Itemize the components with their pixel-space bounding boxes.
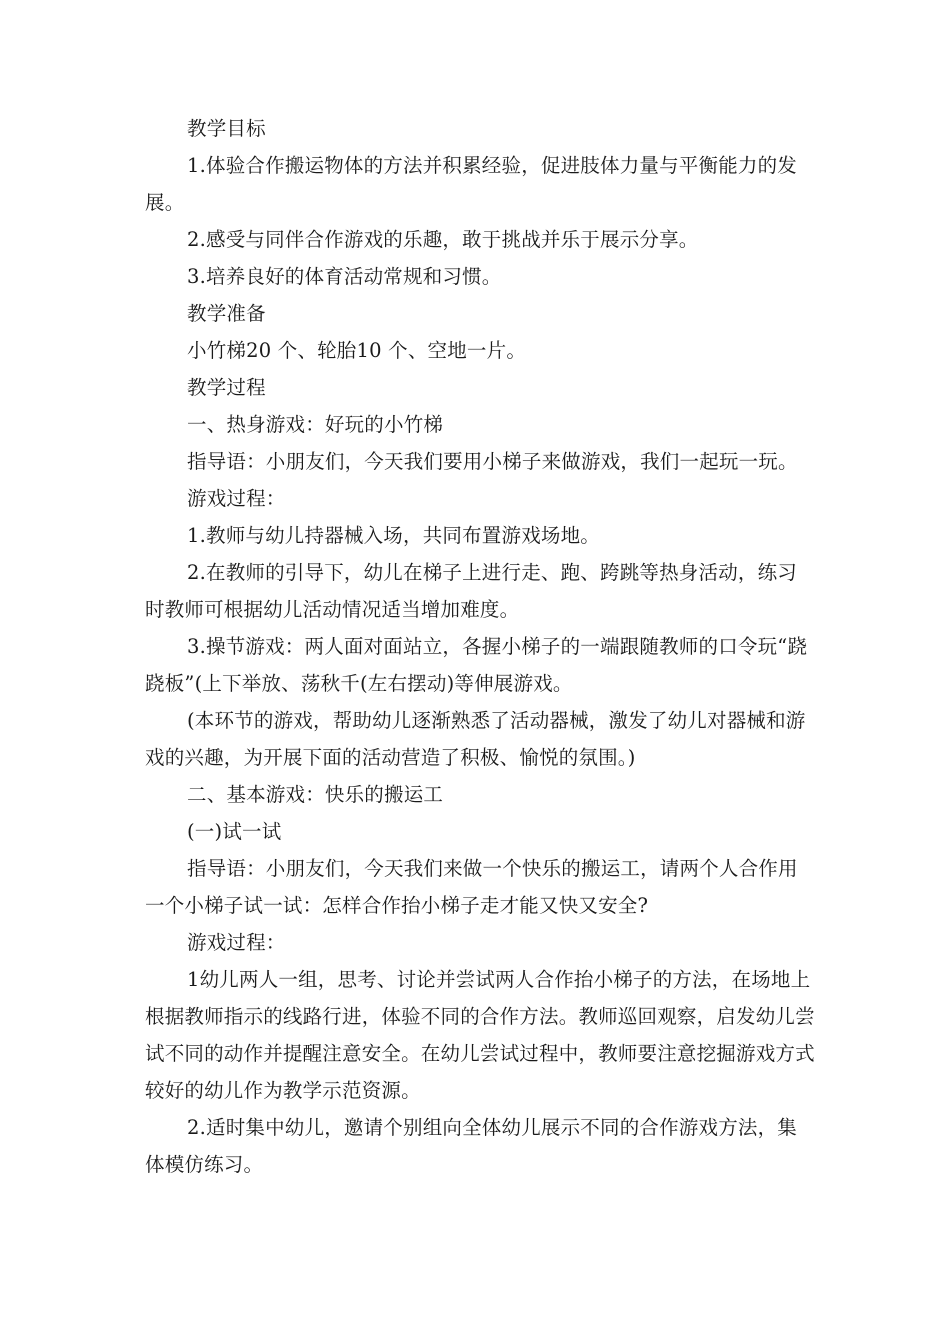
basic-process-label: 游戏过程： (187, 931, 286, 954)
warmup-guide-text: 指导语：小朋友们，今天我们要用小梯子来做游戏，我们一起玩一玩。 (187, 450, 798, 473)
heading-teaching-process: 教学过程 (187, 376, 266, 399)
goal-item-3: 3.培养良好的体育活动常规和习惯。 (187, 265, 502, 288)
warmup-step-3: 3.操节游戏：两人面对面站立，各握小梯子的一端跟随教师的口令玩“跷跷板”(上下举放、荡秋千(左右摆动)等伸展游戏。 (145, 635, 808, 695)
section-warmup-title: 一、热身游戏：好玩的小竹梯 (187, 413, 444, 436)
heading-teaching-goals: 教学目标 (187, 117, 266, 140)
section-basic-game-title: 二、基本游戏：快乐的搬运工 (187, 783, 444, 806)
warmup-step-2: 2.在教师的引导下，幼儿在梯子上进行走、跑、跨跳等热身活动，练习时教师可根据幼儿活动情况适当增加难度。 (145, 561, 798, 621)
subsection-try-it: (一)试一试 (187, 820, 282, 843)
goal-item-2: 2.感受与同伴合作游戏的乐趣，敢于挑战并乐于展示分享。 (187, 228, 699, 251)
warmup-process-label: 游戏过程： (187, 487, 286, 510)
prep-materials: 小竹梯20 个、轮胎10 个、空地一片。 (187, 339, 527, 362)
warmup-step-1: 1.教师与幼儿持器械入场，共同布置游戏场地。 (187, 524, 601, 547)
heading-teaching-prep: 教学准备 (187, 302, 266, 325)
goal-item-1: 1.体验合作搬运物体的方法并积累经验，促进肢体力量与平衡能力的发展。 (145, 154, 798, 214)
basic-step-2: 2.适时集中幼儿，邀请个别组向全体幼儿展示不同的合作游戏方法，集体模仿练习。 (145, 1116, 798, 1176)
basic-step-1: 1幼儿两人一组，思考、讨论并尝试两人合作抬小梯子的方法，在场地上根据教师指示的线路行进，体验不同的合作方法。教师巡回观察，启发幼儿尝试不同的动作并提醒注意安全。在幼儿尝试过程中，教师要注意挖掘游戏方式较好的幼儿作为教学示范资源。 (145, 968, 815, 1102)
warmup-note: (本环节的游戏，帮助幼儿逐渐熟悉了活动器械，激发了幼儿对器械和游戏的兴趣，为开展下面的活动营造了积极、愉悦的氛围。) (145, 709, 806, 769)
document-body (145, 110, 815, 1183)
basic-guide-text: 指导语：小朋友们，今天我们来做一个快乐的搬运工，请两个人合作用一个小梯子试一试：怎样合作抬小梯子走才能又快又安全? (145, 857, 798, 917)
